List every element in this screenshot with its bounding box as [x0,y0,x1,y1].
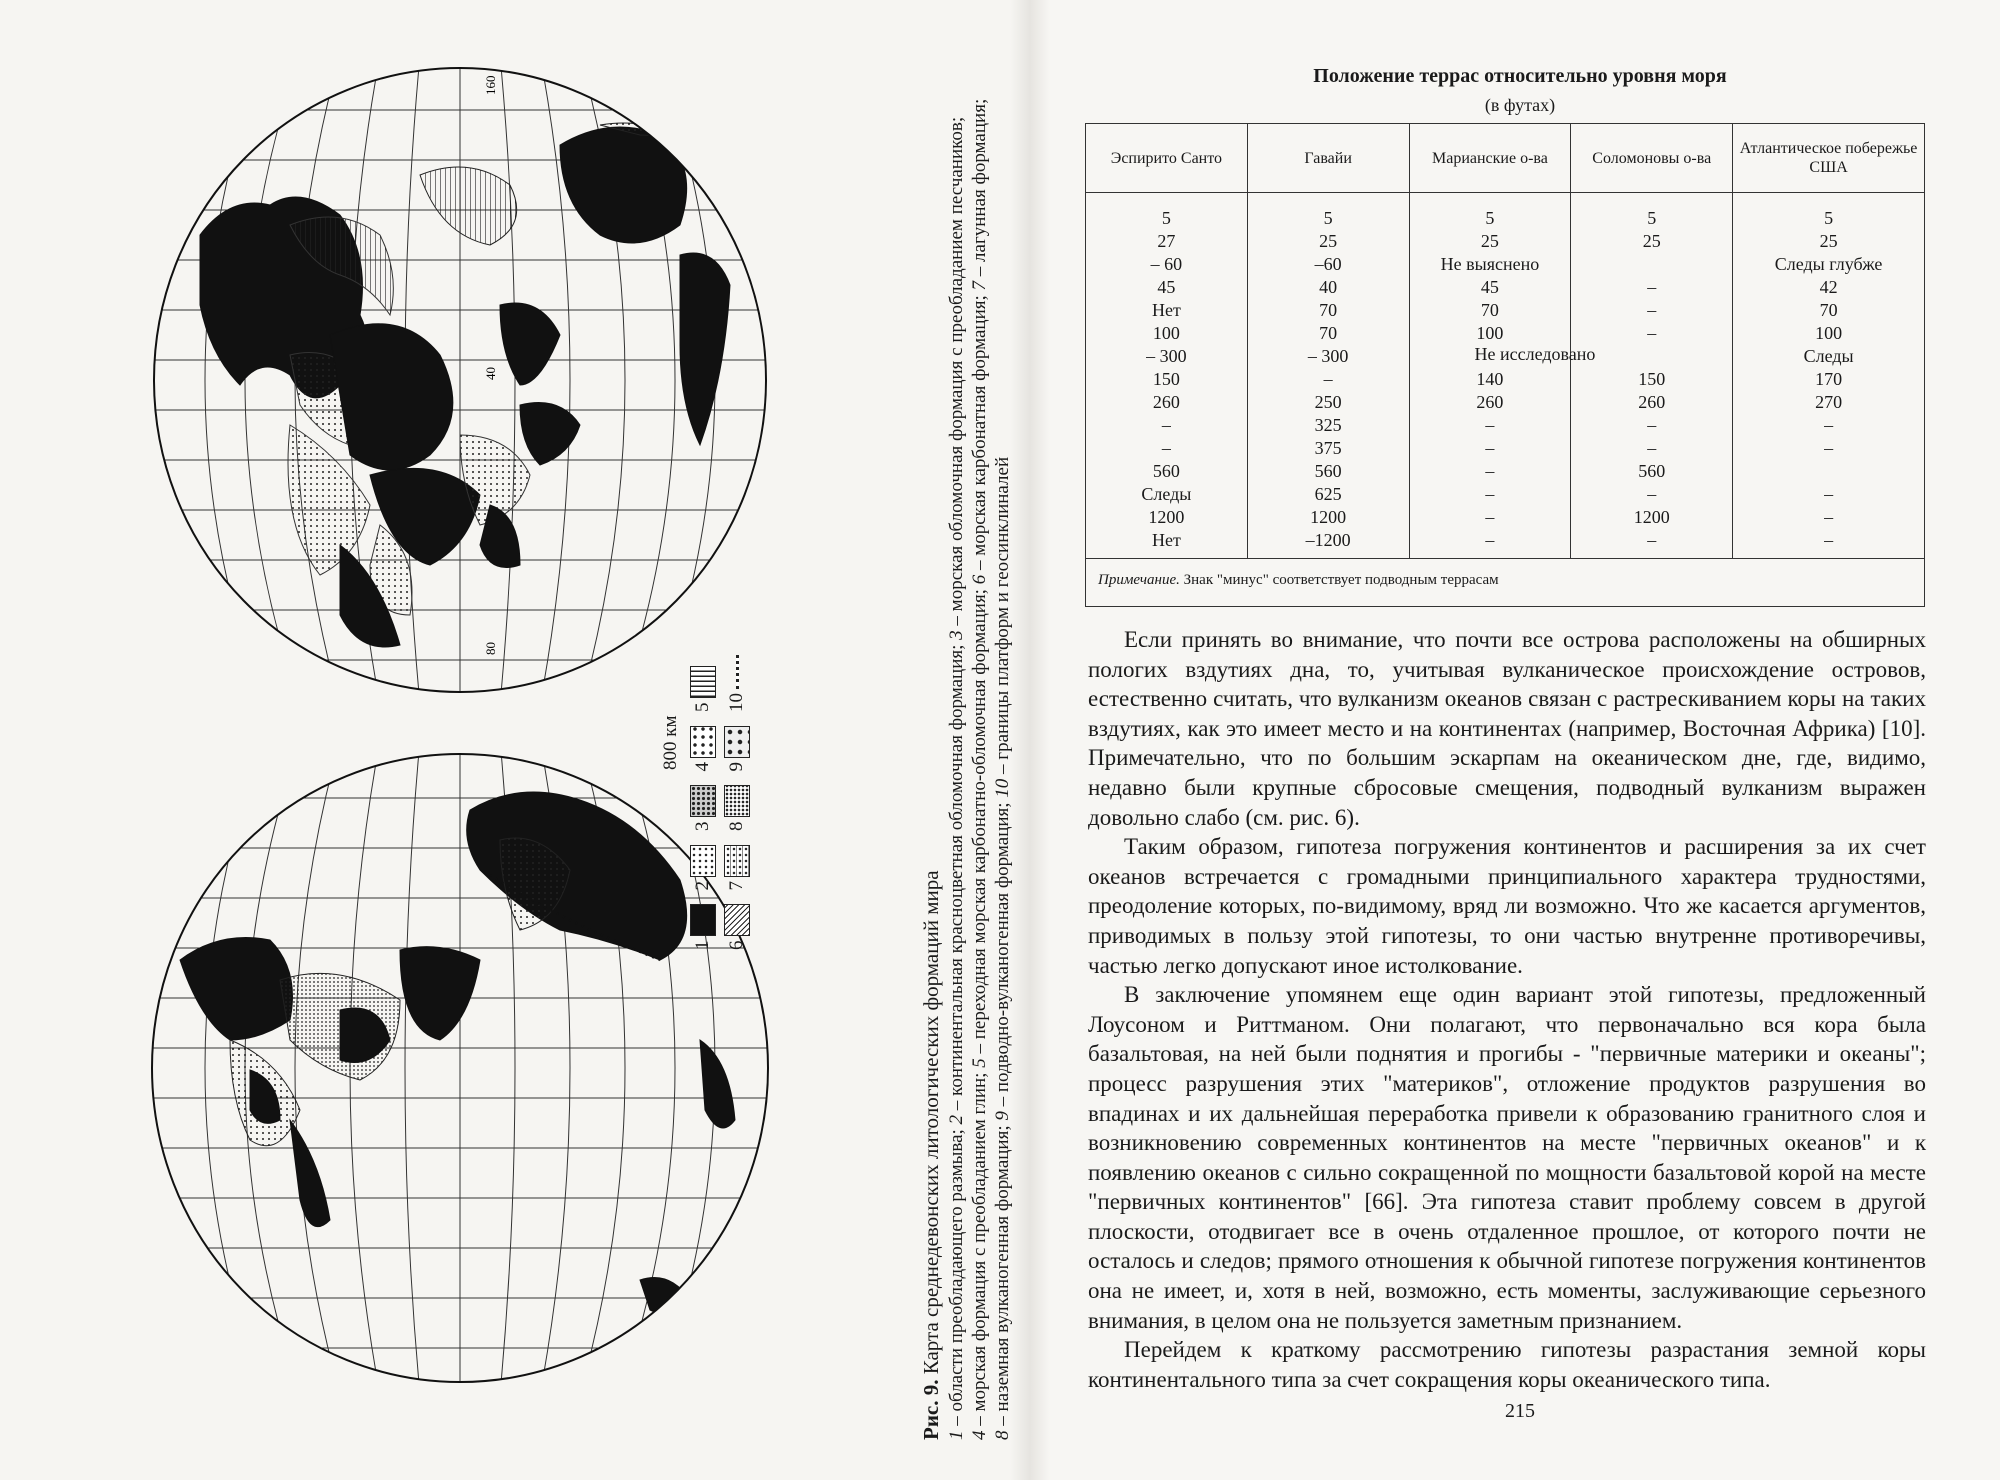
caption-item-num: 7 [969,280,990,291]
legend-swatch-2 [690,845,716,877]
column-solomon [1571,193,1733,559]
western-hemisphere-map [140,740,780,1395]
book-gutter [1010,0,1050,1480]
paragraph: Таким образом, гипотеза погружения континентов и расширения за их счет океанов встречается с громадными принципиального характера трудностями, преодоление которых, по-видимому, вряд ли возможно. Что же касается аргументов, приводимых в пользу этой гипотезы, то они частью внутренне противоречивы, частью легко допускают иное истолкование. [1088,834,1926,978]
table-cell: – [1161,415,1171,435]
table-cell: 250 [1314,392,1342,412]
table-cell: 27 [1157,231,1176,251]
table-cell: 40 [1319,277,1338,297]
caption-item-num: 5 [969,1058,990,1068]
table-cell: 1200 [1633,507,1670,527]
table-cell: Нет [1151,300,1181,320]
table-cell: –1200 [1305,530,1351,550]
table-cell: – [1323,369,1333,389]
table-cell [1733,460,1924,483]
table-cell: – [1824,484,1834,504]
caption-item-num: 6 [969,574,990,585]
table-cell: – [1824,507,1834,527]
eastern-hemisphere-map [140,55,780,705]
caption-line-1 [945,60,968,1440]
table-cell: 5 [1824,208,1834,228]
caption-line-2 [968,60,991,1440]
col-header: Гавайи [1247,124,1409,193]
figure-title-text: Карта среднедевонских литологических формаций мира [919,870,943,1380]
table-cell: 375 [1314,438,1342,458]
legend-num-1: 1 [692,940,713,950]
table-cell: 42 [1819,277,1838,297]
table-cell: 560 [1152,461,1180,481]
scale-label: 800 км [660,715,681,770]
caption-line-3 [991,60,1014,1440]
legend-swatch-7 [724,845,750,877]
table-cell: – [1647,438,1657,458]
table-cell: 70 [1319,300,1338,320]
legend-num-2: 2 [692,881,713,891]
table-cell: 5 [1161,208,1171,228]
caption-item-num: 9 [992,1111,1013,1121]
figure-title [920,60,943,1440]
table-cell: 260 [1638,392,1666,412]
legend-num-3: 3 [692,821,713,831]
col-header: Эспирито Санто [1086,124,1248,193]
table-cell: 140 [1476,369,1504,389]
note-label: Примечание. [1098,572,1180,588]
table-cell: 70 [1819,300,1838,320]
legend-num-10: 10 [726,693,747,712]
table-cell: 260 [1152,392,1180,412]
legend-num-6: 6 [726,940,747,950]
table-cell: 170 [1815,369,1843,389]
column-atlantic-usa [1733,193,1925,559]
table-cell: – [1647,323,1657,343]
table-cell: – [1647,415,1657,435]
table-cell: 260 [1476,392,1504,412]
table-cell: – 300 [1146,346,1187,366]
caption-item-num: 3 [946,630,967,640]
table-cell: 25 [1480,231,1499,251]
figure-number: Рис. 9. [919,1379,943,1440]
table-cell: 45 [1157,277,1176,297]
table-cell: 1200 [1148,507,1185,527]
table-cell: 560 [1638,461,1666,481]
svg-text:40: 40 [483,367,498,380]
legend-swatch-3 [690,786,716,818]
table-cell: – 60 [1150,254,1183,274]
body-text [1088,625,1926,1394]
table-cell: – [1161,438,1171,458]
table-cell: – [1485,415,1495,435]
table-cell: 100 [1815,323,1843,343]
table-cell: 45 [1480,277,1499,297]
legend-swatch-9 [724,726,750,758]
paragraph: Перейдем к краткому рассмотрению гипотезы разрастания земной коры континентального типа за счет сокращения коры океанического типа. [1088,1337,1926,1392]
table-cell: 25 [1319,231,1338,251]
caption-item-text: – морская карбонатная формация; [969,290,990,575]
table-cell: –60 [1314,254,1342,274]
table-cell: – [1647,484,1657,504]
table-cell: 25 [1642,231,1661,251]
legend-swatch-6 [724,905,750,937]
legend-num-7: 7 [726,881,747,891]
table-cell: – [1485,530,1495,550]
table-cell: – [1647,277,1657,297]
table-cell: 560 [1314,461,1342,481]
table-cell: – [1824,415,1834,435]
caption-item-num: 8 [992,1430,1013,1440]
legend-swatch-8 [724,786,750,818]
table-cell: – 300 [1307,346,1349,366]
caption-item-num: 2 [946,1114,967,1125]
legend-swatch-5 [690,667,716,699]
table-cell: – [1485,461,1495,481]
table-body-row [1086,193,1925,559]
paragraph: В заключение упомянем еще один вариант этой гипотезы, предложенный Лоусоном и Риттманом. Они полагают, что первоначально вся кора была базальтовая, на ней были поднятия и прогибы - "первичные материки и океаны"; процесс разрушения этих "материков", отложение продуктов разрушения во впадинах и их дальнейшая переработка привели к образованию гранитного слоя и возникновению современных континентов на месте "первичных океанов" и к появлению океанов с сильно сокращенной по мощности базальтовой корой на месте "первичных континентов" [66]. Эта гипотеза ставит проблему совсем в другой плоскости, отодвигает все в очень отдаленное прошлое, от которого почти не осталось и следов; прямого отношения к обычной гипотезе погружения континентов она не имеет, и, хотя в ней, возможно, есть моменты, заслуживающие серьезного внимания, в целом она не пользуется заметным признанием. [1088,982,1926,1333]
legend-num-5: 5 [692,702,713,712]
caption-item-num: 10 [992,778,1013,798]
table-cell: – [1485,507,1495,527]
legend-row-2 [724,655,750,950]
figure-caption [920,60,1014,1440]
svg-text:160: 160 [483,75,498,95]
table-cell: – [1824,438,1834,458]
table-note-row [1086,559,1925,607]
caption-item-num: 4 [969,1430,990,1440]
caption-item-text: – морская формация с преобладанием глин; [969,1067,990,1431]
table-cell: – [1647,300,1657,320]
column-mariana [1409,193,1571,559]
caption-item-text: – области преобладающего размыва; [946,1124,967,1431]
col-header: Атлантическое побережье США [1733,124,1925,193]
caption-item-text: – подводно-вулканогенная формация; [992,797,1013,1112]
table-header-row [1086,124,1925,193]
table-cell: 5 [1647,208,1657,228]
col-header: Соломоновы о-ва [1571,124,1733,193]
note-text: Знак "минус" соответствует подводным террасам [1179,572,1499,588]
caption-item-text: – континентальная красноцветная обломочная формация; [946,639,967,1115]
legend-row-1 [690,667,716,951]
table-cell: 5 [1323,208,1333,228]
table-cell: 25 [1819,231,1838,251]
col-header: Марианские о-ва [1409,124,1571,193]
column-espirito-santo [1086,193,1248,559]
legend-num-9: 9 [726,762,747,772]
terraces-table [1085,123,1925,607]
table-cell: 150 [1638,369,1666,389]
table-cell: – [1485,438,1495,458]
table-cell: 70 [1480,300,1499,320]
caption-item-text: – границы платформ и геосинклиналей [992,456,1013,779]
table-cell: 325 [1314,415,1342,435]
table-cell [1571,253,1732,276]
column-hawaii [1247,193,1409,559]
legend-swatch-10 [736,655,739,689]
table-cell: 100 [1476,323,1504,343]
not-investigated-label: Не исследовано [1474,344,1596,364]
table-cell: Следы глубже [1774,254,1883,274]
table-cell: 1200 [1310,507,1347,527]
table-cell: 625 [1314,484,1342,504]
legend-swatch-4 [690,726,716,758]
table-cell: Следы [1141,484,1192,504]
legend-swatch-1 [690,905,716,937]
table-note [1086,559,1925,607]
caption-item-text: – переходная морская карбонатно-обломочная формация; [969,584,990,1059]
table-cell: 70 [1319,323,1338,343]
table-cell: – [1647,530,1657,550]
table-cell: Следы [1803,346,1854,366]
table-cell: 100 [1152,323,1180,343]
svg-text:80: 80 [483,642,498,655]
caption-item-text: – морская обломочная формация с преобладанием песчаников; [946,116,967,631]
table-cell: 150 [1152,369,1180,389]
legend-num-8: 8 [726,821,747,831]
page-number: 215 [1505,1400,1535,1422]
table-cell: 5 [1485,208,1495,228]
caption-item-text: – наземная вулканогенная формация; [992,1120,1013,1431]
caption-item-text: – лагунная формация; [969,98,990,281]
table-subtitle: (в футах) [1484,95,1556,115]
table-cell: – [1824,530,1834,550]
paragraph: Если принять во внимание, что почти все острова расположены на обширных пологих вздутиях дна, то, учитывая вулканическое происхождение островов, естественно считать, что вулканизм океанов связан с растрескиванием коры на таких вздутиях, как это имеет место и на континентах (например, Восточная Африка) [10]. Примечательно, что по большим эскарпам на океаническом дне, где, видимо, недавно были крупные сбросовые смещения, подводный вулканизм выражен довольно слабо (см. рис. 6). [1088,627,1926,830]
table-cell: Не выяснено [1440,254,1540,274]
legend-num-4: 4 [692,762,713,772]
table-cell: 270 [1815,392,1843,412]
table-cell: Нет [1151,530,1181,550]
table-cell: – [1485,484,1495,504]
table-title: Положение террас относительно уровня моря [1313,65,1727,87]
caption-item-num: 1 [946,1430,967,1440]
